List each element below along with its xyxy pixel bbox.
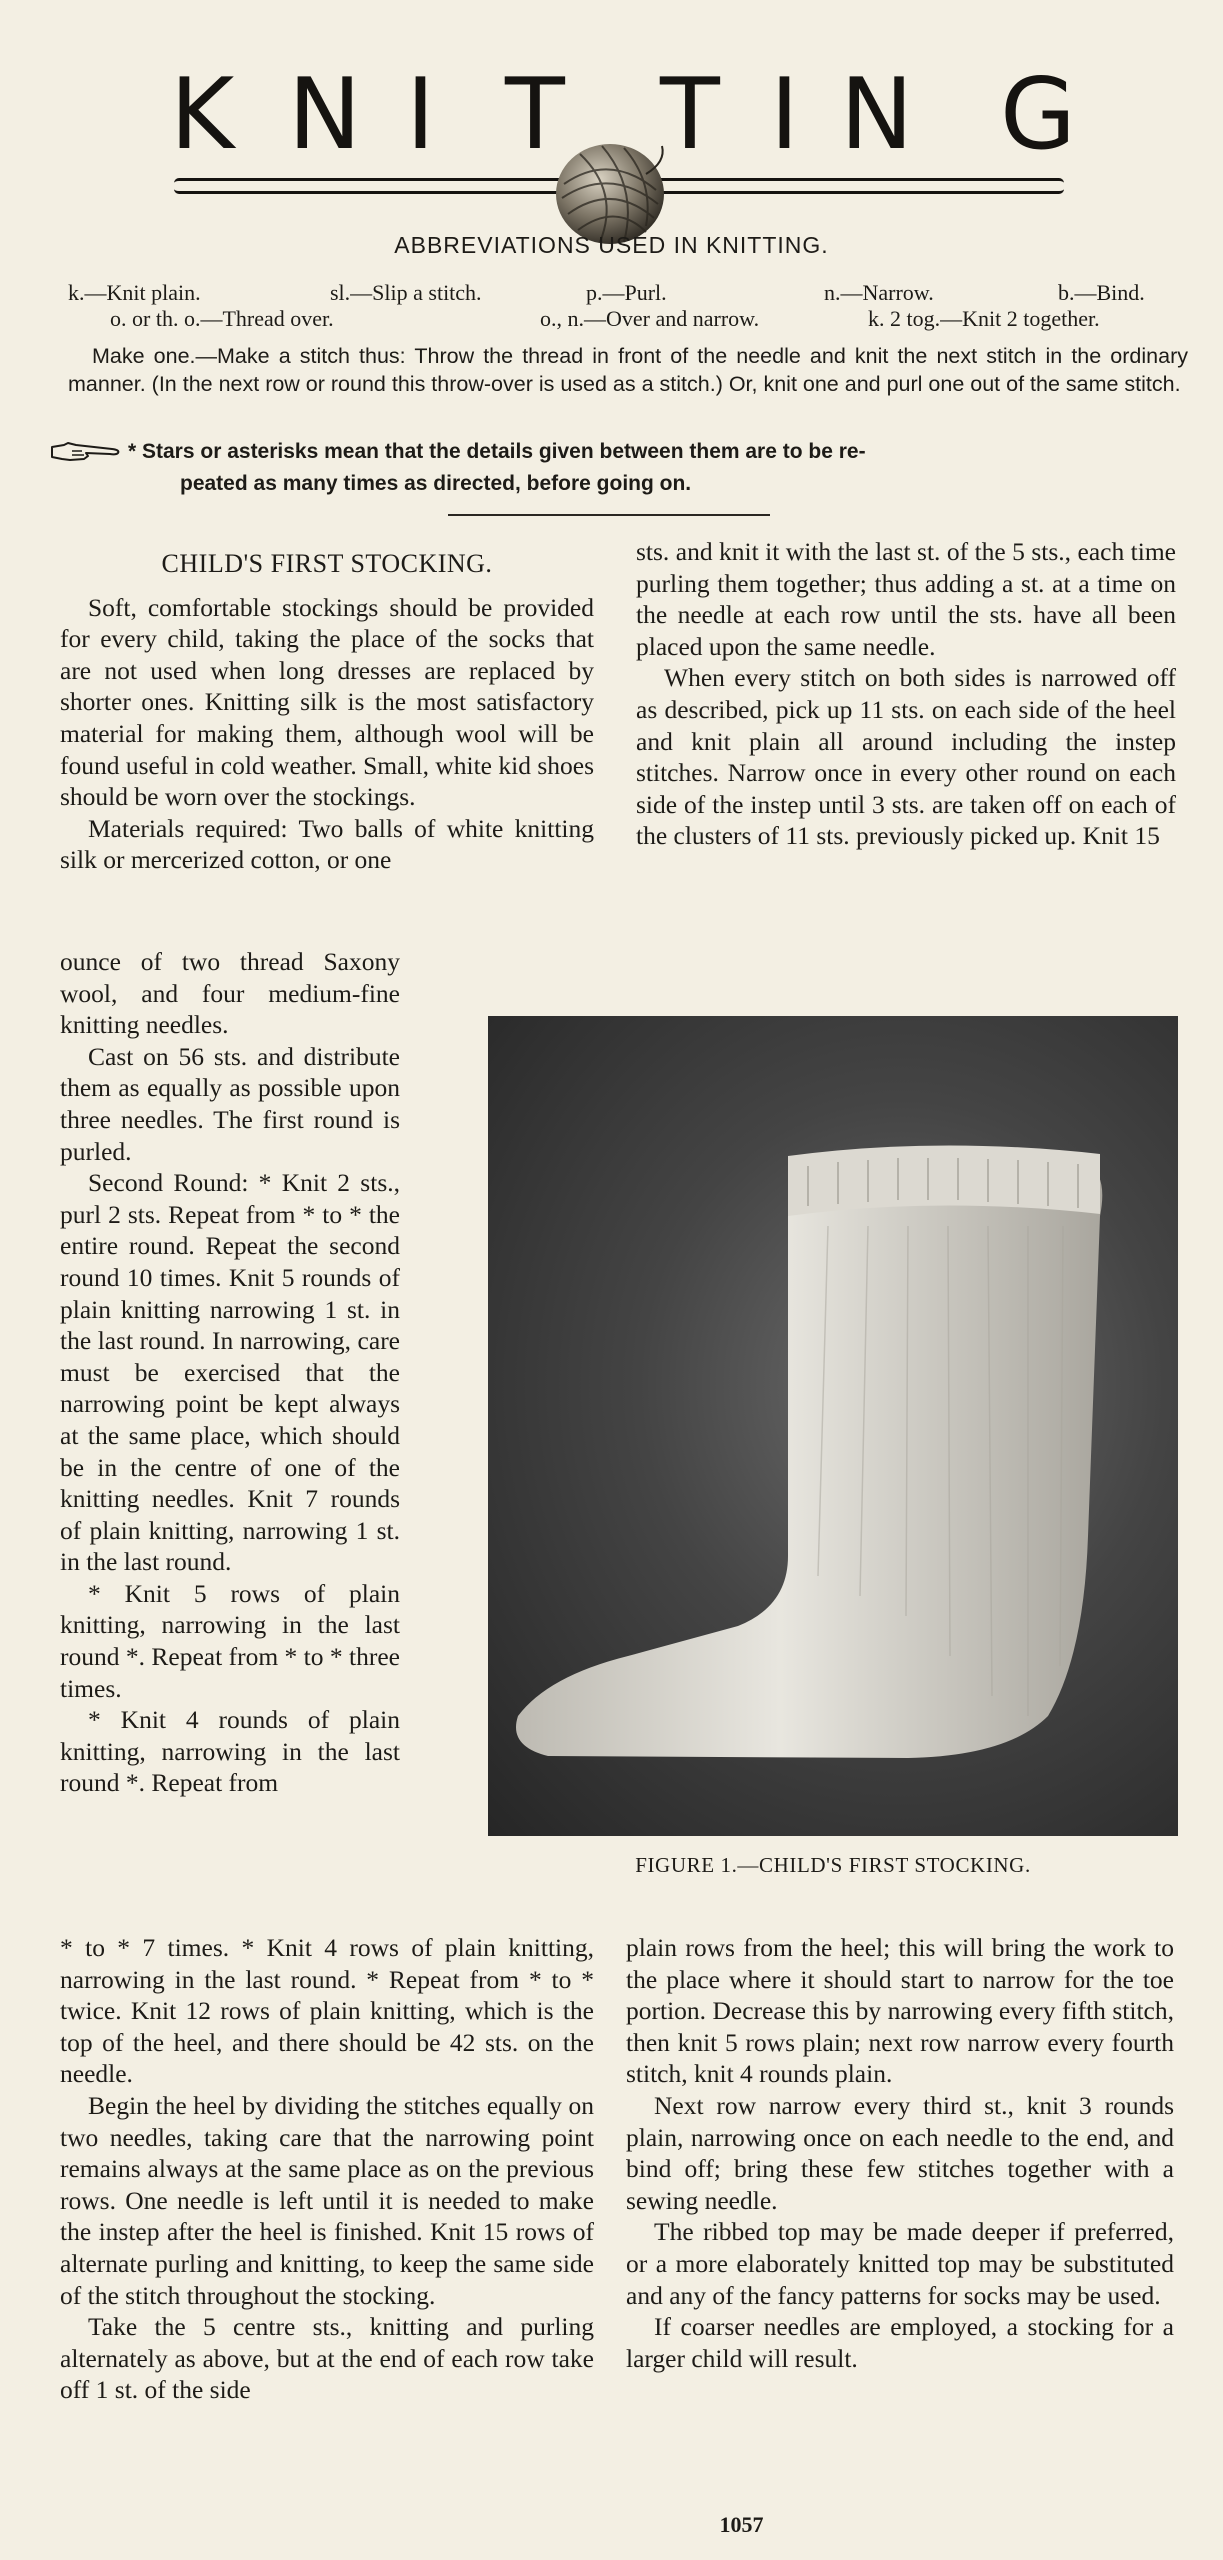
article-title: CHILD'S FIRST STOCKING. <box>161 549 493 578</box>
right-column-bottom <box>626 1932 1174 2374</box>
paragraph: Cast on 56 sts. and distribute them as equally as possible upon three needles. The first round is purled. <box>60 1041 400 1166</box>
paragraph: Take the 5 centre sts., knitting and purling alternately as above, but at the end of each row take off 1 st. of the side <box>60 2312 594 2405</box>
abbreviations-title: ABBREVIATIONS USED IN KNITTING. <box>394 232 829 258</box>
masthead-letter: T <box>505 58 565 172</box>
abbreviation-item: sl.—Slip a stitch. <box>330 280 482 305</box>
paragraph: If coarser needles are employed, a stocking for a larger child will result. <box>626 2312 1174 2373</box>
paragraph: ounce of two thread Saxony wool, and four medium-fine knitting needles. <box>60 947 400 1040</box>
section-divider <box>448 514 770 516</box>
abbreviation-item: k. 2 tog.—Knit 2 together. <box>868 306 1100 331</box>
abbreviation-item: n.—Narrow. <box>824 280 934 305</box>
masthead-letter: N <box>840 58 914 172</box>
abbreviation-item: o. or th. o.—Thread over. <box>110 306 334 331</box>
paragraph: * Knit 4 rounds of plain knitting, narrowing in the last round *. Repeat from <box>60 1705 400 1798</box>
left-column-narrow <box>60 946 400 1799</box>
figure-caption: FIGURE 1.—CHILD'S FIRST STOCKING. <box>635 1853 1031 1877</box>
masthead-letter: I <box>406 58 435 172</box>
paragraph: Materials required: Two balls of white knitting silk or mercerized cotton, or one <box>60 813 594 875</box>
paragraph: When every stitch on both sides is narrowed off as described, pick up 11 sts. on each side of the heel and knit plain all around including the instep stitches. Narrow once in every other round on each side of the instep until 3 sts. are taken off on each of the clusters of 11 sts. previously picked up. Knit 15 <box>636 663 1176 851</box>
masthead-letter: N <box>288 58 362 172</box>
abbreviation-item: k.—Knit plain. <box>68 280 201 305</box>
masthead-letter: T <box>660 58 720 172</box>
stars-note-line-2: peated as many times as directed, before going on. <box>180 472 692 495</box>
pointing-hand-icon <box>50 441 122 463</box>
paragraph: Begin the heel by dividing the stitches equally on two needles, taking care that the narrowing point remains always at the same place as on the previous rows. One needle is left until it is needed to make the instep after the heel is finished. Knit 15 rows of alternate purling and knitting, to keep the same side of the stitch throughout the stocking. <box>60 2090 594 2310</box>
page-number: 1057 <box>719 2512 764 2537</box>
masthead-letter: I <box>770 58 799 172</box>
paragraph: * to * 7 times. * Knit 4 rows of plain knitting, narrowing in the last round. * Repeat from * to * twice. Knit 12 rows of plain knitting, which is the top of the heel, and there should be 42 sts. on the needle. <box>60 1933 594 2089</box>
stocking-photo <box>488 1016 1178 1836</box>
masthead-letter: K <box>170 58 235 172</box>
stars-note <box>50 436 1190 500</box>
abbreviation-item: p.—Purl. <box>586 280 667 305</box>
stars-note-line-1: * Stars or asterisks mean that the details given between them are to be re- <box>128 440 866 463</box>
paragraph: Soft, comfortable stockings should be provided for every child, taking the place of the socks that are not used when long dresses are replaced by shorter ones. Knitting silk is the most satisfactory material for making them, although wool will be found useful in cold weather. Small, white kid shoes should be worn over the stockings. <box>60 592 594 812</box>
left-column-bottom <box>60 1932 594 2406</box>
masthead-letter: G <box>1000 58 1076 172</box>
paragraph: Next row narrow every third st., knit 3 rounds plain, narrowing once on each needle to the end, and bind off; bring these few stitches together with a sewing needle. <box>626 2090 1174 2215</box>
abbreviation-item: o., n.—Over and narrow. <box>540 306 760 331</box>
left-column-top <box>60 548 594 876</box>
paragraph: sts. and knit it with the last st. of the 5 sts., each time purling them together; thus adding a st. at a time on the needle at each row until the sts. have all been placed upon the same needle. <box>636 537 1176 661</box>
paragraph: plain rows from the heel; this will bring the work to the place where it should start to narrow for the toe portion. Decrease this by narrowing every fifth stitch, then knit 5 rows plain; next row narrow every fourth stitch, knit 4 rounds plain. <box>626 1933 1174 2089</box>
paragraph: Second Round: * Knit 2 sts., purl 2 sts. Repeat from * to * the entire round. Repeat the second round 10 times. Knit 5 rounds of plain knitting narrowing 1 st. in the last round. In narrowing, care must be exercised that the narrowing point be kept always at the same place, which should be in the centre of one of the knitting needles. Knit 7 rounds of plain knitting, narrowing 1 st. in the last round. <box>60 1168 400 1577</box>
right-column-top <box>636 536 1176 852</box>
make-one-note: Make one.—Make a stitch thus: Throw the thread in front of the needle and knit the next stitch in the ordinary manner. (In the next row or round this throw-over is used as a stitch.) Or, knit one and purl one out of the same stitch. <box>68 344 1188 396</box>
stocking-illustration <box>488 1016 1178 1836</box>
paragraph: * Knit 5 rows of plain knitting, narrowing in the last round *. Repeat from * to * three times. <box>60 1578 400 1703</box>
paragraph: The ribbed top may be made deeper if preferred, or a more elaborately knitted top may be substituted and any of the fancy patterns for socks may be used. <box>626 2217 1174 2310</box>
abbreviation-item: b.—Bind. <box>1058 280 1145 305</box>
masthead <box>170 50 1076 220</box>
